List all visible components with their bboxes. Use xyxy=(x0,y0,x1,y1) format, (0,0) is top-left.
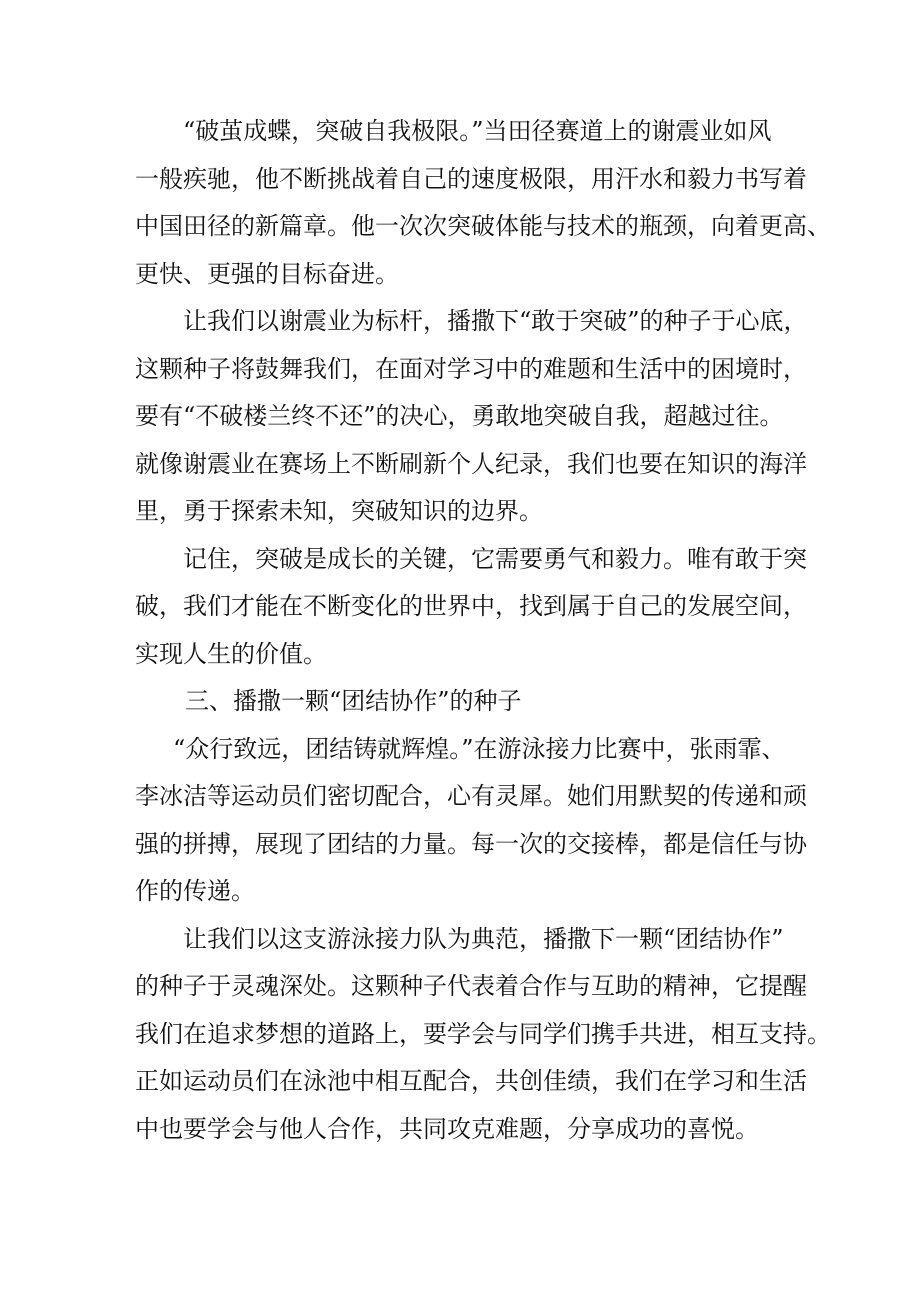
paragraph-line: 破，我们才能在不断变化的世界中，找到属于自己的发展空间， xyxy=(135,592,807,620)
paragraph-line: 中国田径的新篇章。他一次次突破体能与技术的瓶颈，向着更高、 xyxy=(135,212,831,240)
paragraph-line: 这颗种子将鼓舞我们，在面对学习中的难题和生活中的困境时， xyxy=(135,354,807,383)
paragraph-line: 作的传递。 xyxy=(135,877,255,905)
paragraph-breakthrough-intro xyxy=(135,108,831,298)
paragraph-line: 李冰洁等运动员们密切配合，心有灵犀。她们用默契的传递和顽 xyxy=(135,782,807,810)
paragraph-line: 中也要学会与他人合作，共同攻克难题，分享成功的喜悦。 xyxy=(135,1114,759,1143)
paragraph-line: 记住，突破是成长的关键，它需要勇气和毅力。唯有敢于突 xyxy=(183,544,807,573)
paragraph-line: 一般疾驰，他不断挑战着自己的速度极限，用汗水和毅力书写着 xyxy=(135,164,807,193)
paragraph-line: 让我们以谢震业为标杆，播撒下“敢于突破”的种子于心底， xyxy=(183,307,808,335)
paragraph-breakthrough-conclusion xyxy=(135,536,815,679)
paragraph-line: 里，勇于探索未知，突破知识的边界。 xyxy=(135,497,543,525)
paragraph-line: 我们在追求梦想的道路上，要学会与同学们携手共进，相互支持。 xyxy=(135,1019,831,1048)
paragraph-line: 正如运动员们在泳池中相互配合，共创佳绩，我们在学习和生活 xyxy=(135,1067,807,1095)
paragraph-line: 就像谢震业在赛场上不断刷新个人纪录，我们也要在知识的海洋 xyxy=(135,449,807,478)
paragraph-line: 要有“不破楼兰终不还”的决心，勇敢地突破自我，超越过往。 xyxy=(135,402,784,430)
document-body xyxy=(135,108,831,1153)
paragraph-line: 让我们以这支游泳接力队为典范，播撒下一颗“团结协作” xyxy=(183,924,784,953)
paragraph-teamwork-intro xyxy=(135,726,815,916)
section-heading: 三、播撒一颗“团结协作”的种子 xyxy=(185,687,522,715)
paragraph-teamwork-seed xyxy=(135,916,831,1154)
section-heading-teamwork xyxy=(135,678,815,726)
paragraph-line: 强的拼搏，展现了团结的力量。每一次的交接棒，都是信任与协 xyxy=(135,829,807,858)
paragraph-breakthrough-seed xyxy=(135,298,815,536)
paragraph-line: “破茧成蝶，突破自我极限。”当田径赛道上的谢震业如风 xyxy=(183,117,772,145)
paragraph-line: 的种子于灵魂深处。这颗种子代表着合作与互助的精神，它提醒 xyxy=(135,972,807,1000)
paragraph-line: “众行致远，团结铸就辉煌。”在游泳接力比赛中，张雨霏、 xyxy=(173,734,786,763)
paragraph-line: 更快、更强的目标奋进。 xyxy=(135,259,399,288)
paragraph-line: 实现人生的价值。 xyxy=(135,639,327,668)
